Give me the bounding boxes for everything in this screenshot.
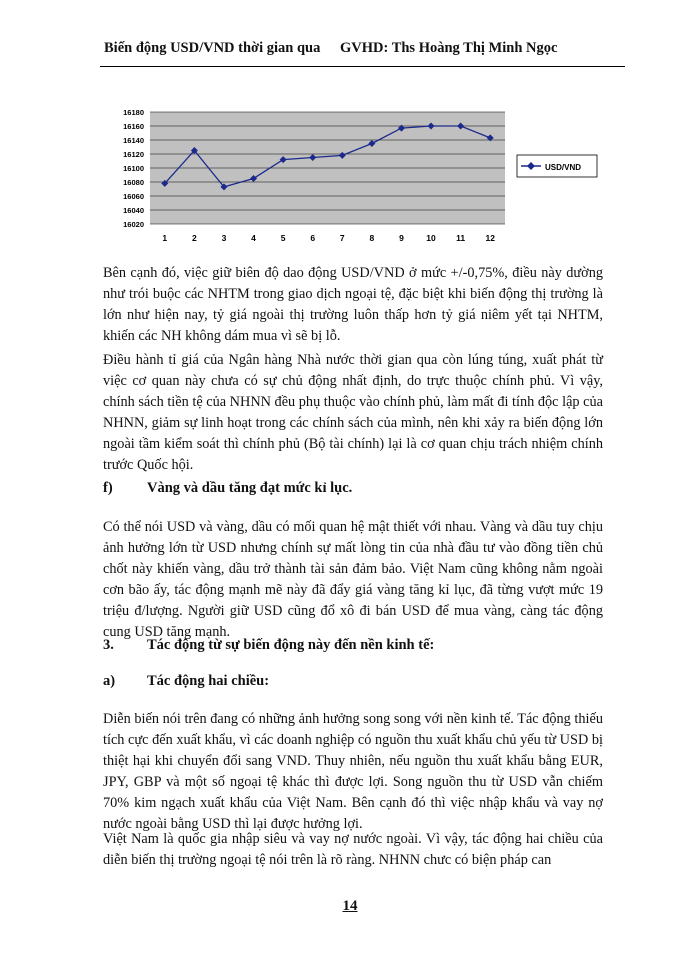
chart-legend	[517, 155, 597, 177]
heading-3-text: Tác động từ sự biến động này đến nền kinh tế:	[147, 637, 435, 653]
header-rule	[100, 66, 625, 67]
page-number-text: 14	[342, 898, 358, 914]
heading-a-text: Tác động hai chiều:	[147, 673, 270, 689]
x-tick-label: 5	[280, 233, 286, 243]
usd-vnd-line-chart	[100, 100, 582, 250]
x-tick-label: 2	[192, 233, 197, 243]
x-tick-label: 6	[310, 233, 316, 243]
paragraph-4: Diễn biến nói trên đang có những ảnh hưởng song song với nền kinh tế. Tác động thiếu tích cực đến xuất khẩu, vì các doanh nghiệp có nguồn thu xuất khẩu chủ yếu từ USD bị thiệt hại khi chuyển đổi sang VND. Thuy nhiên, nếu nguồn thu xuất khẩu bằng EUR, JPY, GBP và một số ngoại tệ khác thì được lợi. Song nguồn thu từ USD vẫn chiếm 70% kim ngạch xuất khẩu của Việt Nam. Bên cạnh đó thì việc nhập khẩu và vay nợ nước ngoài bằng USD thì lại được hưởng lợi.	[103, 711, 603, 832]
x-tick-label: 8	[369, 233, 375, 243]
x-tick-label: 10	[426, 233, 436, 243]
y-tick-label: 16160	[123, 122, 144, 131]
y-tick-label: 16060	[123, 192, 144, 201]
x-tick-label: 11	[456, 233, 466, 243]
x-tick-label: 4	[251, 233, 256, 243]
chart-x-axis	[162, 233, 495, 243]
x-tick-label: 9	[399, 233, 404, 243]
y-tick-label: 16180	[123, 108, 144, 117]
heading-f	[103, 480, 352, 497]
y-tick-label: 16080	[123, 178, 144, 187]
heading-3	[103, 637, 434, 654]
header-title: Biến động USD/VND thời gian qua	[104, 40, 321, 56]
heading-a	[103, 673, 269, 690]
y-tick-label: 16020	[123, 220, 144, 229]
heading-f-number: f)	[103, 480, 113, 496]
page-number	[0, 898, 700, 915]
heading-f-text: Vàng và dầu tăng đạt mức kỉ lục.	[147, 480, 353, 496]
chart-y-axis	[123, 108, 144, 229]
heading-3-number: 3.	[103, 637, 114, 653]
legend-label: USD/VND	[545, 163, 582, 172]
y-tick-label: 16100	[123, 164, 144, 173]
y-tick-label: 16140	[123, 136, 144, 145]
heading-a-number: a)	[103, 673, 116, 689]
paragraph-1: Bên cạnh đó, việc giữ biên độ dao động USD/VND ở mức +/-0,75%, điều này dường như trói buộc các NHTM trong giao dịch ngoại tệ, đặc biệt khi biến động thị trường là lớn như hiện nay, tỷ giá ngoài thị trường luôn thấp hơn tỷ giá niêm yết tại NHTM, khiến các NH không dám mua vì sẽ bị lỗ.	[103, 265, 603, 344]
x-tick-label: 7	[339, 233, 345, 243]
paragraph-5: Việt Nam là quốc gia nhập siêu và vay nợ nước ngoài. Vì vậy, tác động hai chiều của diễn biến thị trường ngoại tệ nói trên là rõ ràng. NHNN chưc có biện pháp can	[103, 831, 603, 868]
y-tick-label: 16120	[123, 150, 144, 159]
x-tick-label: 12	[485, 233, 495, 243]
paragraph-3: Có thể nói USD và vàng, dầu có mối quan hệ mật thiết với nhau. Vàng và dầu tuy chịu ảnh hưởng lớn từ USD nhưng chính sự mất lòng tin của nhà đầu tư vào đồng tiền chủ chốt này khiến vàng, dầu trở thành tài sản đảm bảo. Việt Nam cũng không nằm ngoài cơn bão ấy, tác động mạnh mẽ này đã đẩy giá vàng tăng kỉ lục, đã từng vượt mức 19 triệu đ/lượng. Người giữ USD cũng đổ xô đi bán USD để mua vàng, càng tác động cung USD tăng mạnh.	[103, 519, 603, 640]
page-header	[104, 40, 624, 57]
header-advisor: GVHD: Ths Hoàng Thị Minh Ngọc	[340, 40, 558, 56]
y-tick-label: 16040	[123, 206, 144, 215]
x-tick-label: 3	[221, 233, 227, 243]
paragraph-2: Điều hành tỉ giá của Ngân hàng Nhà nước thời gian qua còn lúng túng, xuất phát từ việc cơ quan này chưa có sự chủ động nhất định, do trực thuộc chính phủ. Vì vậy, chính sách tiền tệ của NHNN đều phụ thuộc vào chính phủ, làm mất đi tính độc lập của NHNN, giảm sự linh hoạt trong các chính sách của mình, nên khi xảy ra biến động lớn ngoài tầm kiểm soát thì chính phủ (Bộ tài chính) lại là cơ quan chịu trách nhiệm chính trước Quốc hội.	[103, 352, 603, 473]
x-tick-label: 1	[162, 233, 168, 243]
